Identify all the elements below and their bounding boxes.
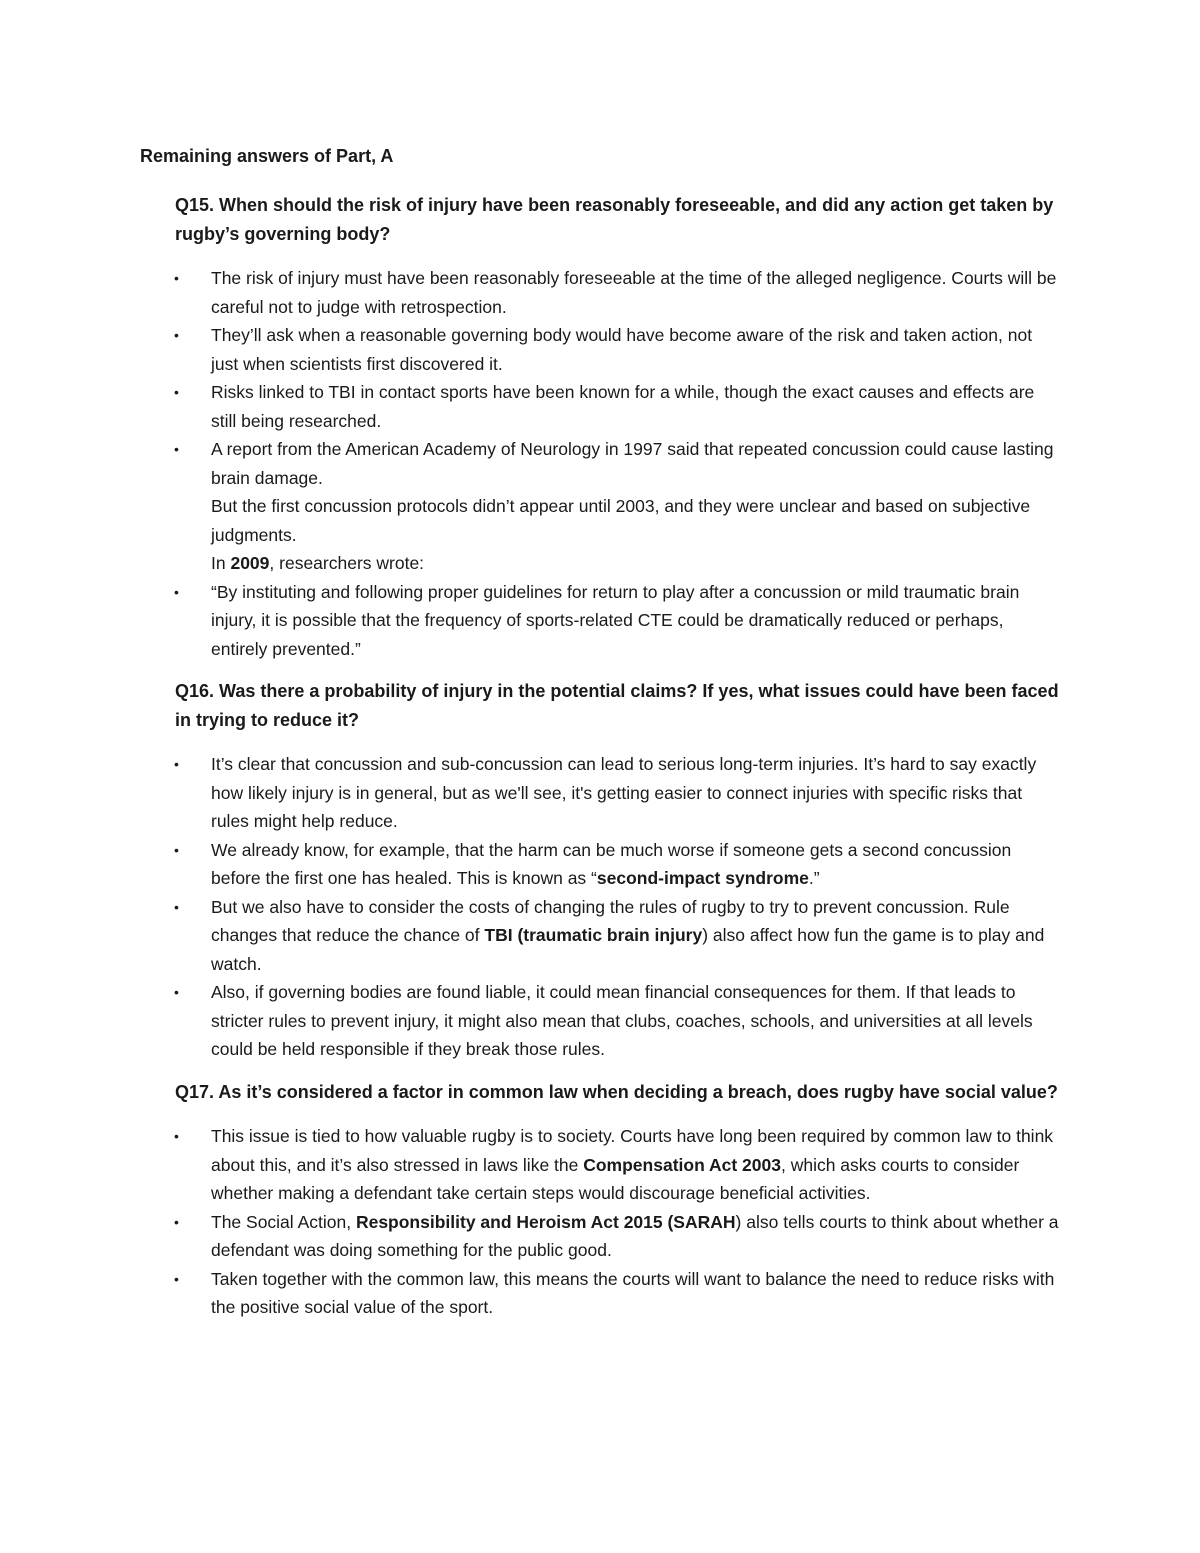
document-title: Remaining answers of Part, A — [140, 146, 394, 166]
bullet-icon: • — [174, 327, 179, 343]
list-item: • Taken together with the common law, this means the courts will want to balance the need to reduce risks with the positive social value of the sport. — [140, 1265, 1060, 1322]
continuation-paragraph: In 2009, researchers wrote: — [211, 553, 425, 573]
bullet-icon: • — [174, 1213, 179, 1230]
list-item: • The Social Action, Responsibility and Heroism Act 2015 (SARAH) also tells courts to think about whether a defendant was doing something for the public good. — [140, 1208, 1060, 1265]
answer-list-q16 — [140, 750, 1060, 1064]
bullet-icon: • — [174, 384, 179, 400]
list-item: • We already know, for example, that the harm can be much worse if someone gets a second concussion before the first one has healed. This is known as “second-impact syndrome.” — [140, 836, 1060, 893]
answer-list-q15 — [140, 264, 1060, 663]
question-q17: Q17. As it’s considered a factor in common law when deciding a breach, does rugby have social value? — [175, 1081, 1058, 1102]
list-item: • Risks linked to TBI in contact sports have been known for a while, though the exact causes and effects are still being researched. — [140, 378, 1060, 435]
continuation-paragraph: But the first concussion protocols didn’t appear until 2003, and they were unclear and based on subjective judgments. — [211, 496, 1031, 545]
list-item: • A report from the American Academy of Neurology in 1997 said that repeated concussion could cause lasting brain damage. But the first concussion protocols didn’t appear until 2003, and they were unclear and based on subjective judgments. In 2009, researchers wrote: — [140, 435, 1060, 578]
bullet-icon: • — [174, 756, 179, 772]
bullet-icon: • — [174, 1270, 179, 1287]
bullet-icon: • — [174, 583, 179, 600]
list-item: • This issue is tied to how valuable rugby is to society. Courts have long been required by common law to think about this, and it’s also stressed in laws like the Compensation Act 2003, which asks courts to consider whether making a defendant take certain steps would discourage beneficial activities. — [140, 1122, 1060, 1208]
bullet-icon: • — [174, 441, 179, 457]
list-item: • But we also have to consider the costs of changing the rules of rugby to try to prevent concussion. Rule changes that reduce the chance of TBI (traumatic brain injury) also affect how fun the game is to play and watch. — [140, 893, 1060, 979]
bullet-icon: • — [174, 841, 179, 858]
bullet-icon: • — [174, 270, 179, 286]
question-q16: Q16. Was there a probability of injury in the potential claims? If yes, what issues could have been faced in trying to reduce it? — [175, 681, 1059, 730]
bullet-icon: • — [174, 984, 179, 1000]
answer-list-q17 — [140, 1122, 1060, 1322]
list-item: • The risk of injury must have been reasonably foreseeable at the time of the alleged negligence. Courts will be careful not to judge with retrospection. — [140, 264, 1060, 321]
list-item: • “By instituting and following proper guidelines for return to play after a concussion or mild traumatic brain injury, it is possible that the frequency of sports-related CTE could be dramatically reduced or perhaps, entirely prevented.” — [140, 578, 1060, 664]
list-item: • It’s clear that concussion and sub-concussion can lead to serious long-term injuries. It’s hard to say exactly how likely injury is in general, but as we'll see, it's getting easier to connect injuries with specific risks that rules might help reduce. — [140, 750, 1060, 836]
list-item: • Also, if governing bodies are found liable, it could mean financial consequences for them. If that leads to stricter rules to prevent injury, it might also mean that clubs, coaches, schools, and universities at all levels could be held responsible if they break those rules. — [140, 978, 1060, 1064]
bullet-icon: • — [174, 1128, 179, 1144]
bullet-icon: • — [174, 898, 179, 915]
question-q15: Q15. When should the risk of injury have been reasonably foreseeable, and did any action get taken by rugby’s governing body? — [175, 195, 1054, 244]
list-item: • They’ll ask when a reasonable governing body would have become aware of the risk and taken action, not just when scientists first discovered it. — [140, 321, 1060, 378]
